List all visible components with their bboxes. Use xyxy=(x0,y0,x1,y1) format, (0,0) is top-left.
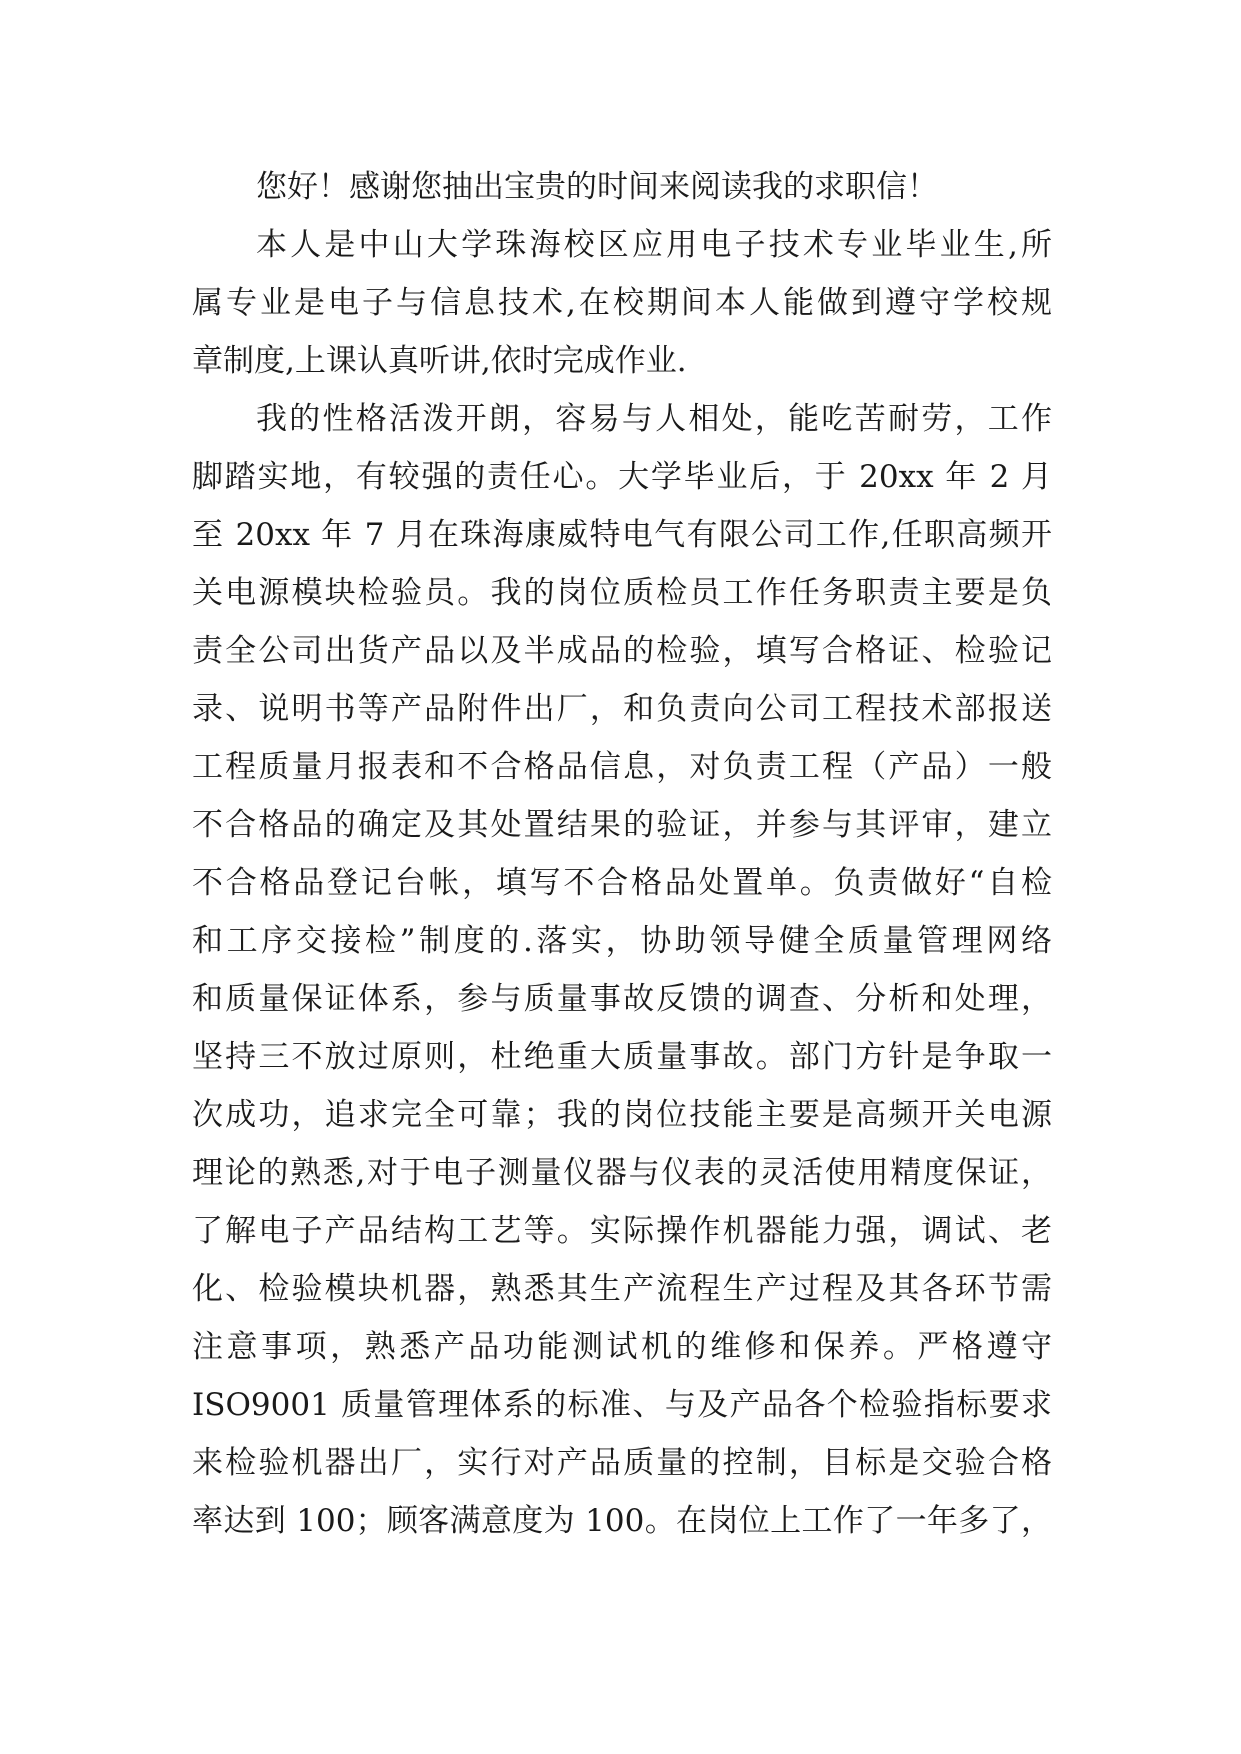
paragraph-2-line: 了解电子产品结构工艺等。实际操作机器能力强，调试、老 xyxy=(192,1213,1052,1249)
paragraph-2-line: 责全公司出货产品以及半成品的检验，填写合格证、检验记 xyxy=(192,633,1052,669)
paragraph-1-line: 属专业是电子与信息技术,在校期间本人能做到遵守学校规 xyxy=(192,285,1052,321)
paragraph-2-line: 和质量保证体系，参与质量事故反馈的调查、分析和处理， xyxy=(192,981,1052,1017)
paragraph-2-line: 脚踏实地，有较强的责任心。大学毕业后，于 20xx 年 2 月 xyxy=(192,459,1052,495)
paragraph-1-line: 本人是中山大学珠海校区应用电子技术专业毕业生,所 xyxy=(256,227,1052,263)
paragraph-2-line: 率达到 100；顾客满意度为 100。在岗位上工作了一年多了， xyxy=(192,1503,1052,1539)
paragraph-2-line: 我的性格活泼开朗，容易与人相处，能吃苦耐劳，工作 xyxy=(256,401,1052,437)
paragraph-2-line: 次成功，追求完全可靠；我的岗位技能主要是高频开关电源 xyxy=(192,1097,1052,1133)
paragraph-2-line xyxy=(192,1550,1052,1608)
paragraph-2-line: 工程质量月报表和不合格品信息，对负责工程（产品）一般 xyxy=(192,749,1052,785)
paragraph-2-line: 关电源模块检验员。我的岗位质检员工作任务职责主要是负 xyxy=(192,575,1052,611)
paragraph-2-line: 理论的熟悉,对于电子测量仪器与仪表的灵活使用精度保证， xyxy=(192,1155,1052,1191)
paragraph-2-line: ISO9001 质量管理体系的标准、与及产品各个检验指标要求 xyxy=(192,1387,1052,1423)
letter-body xyxy=(192,158,1052,1608)
paragraph-2-line: 不合格品的确定及其处置结果的验证，并参与其评审，建立 xyxy=(192,807,1052,843)
paragraph-2-line: 来检验机器出厂，实行对产品质量的控制，目标是交验合格 xyxy=(192,1445,1052,1481)
paragraph-1-line: 章制度,上课认真听讲,依时完成作业. xyxy=(192,343,687,379)
paragraph-2-line: 不合格品登记台帐，填写不合格品处置单。负责做好“自检 xyxy=(192,865,1052,901)
paragraph-2-line: 坚持三不放过原则，杜绝重大质量事故。部门方针是争取一 xyxy=(192,1039,1052,1075)
paragraph-2-line: 录、说明书等产品附件出厂，和负责向公司工程技术部报送 xyxy=(192,691,1052,727)
paragraph-2-line: 和工序交接检”制度的.落实，协助领导健全质量管理网络 xyxy=(192,923,1052,959)
greeting-line: 您好！感谢您抽出宝贵的时间来阅读我的求职信！ xyxy=(256,169,938,205)
paragraph-2-line: 化、检验模块机器，熟悉其生产流程生产过程及其各环节需 xyxy=(192,1271,1052,1307)
paragraph-2-line: 注意事项，熟悉产品功能测试机的维修和保养。严格遵守 xyxy=(192,1329,1052,1365)
paragraph-2-line: 至 20xx 年 7 月在珠海康威特电气有限公司工作,任职高频开 xyxy=(192,517,1052,553)
